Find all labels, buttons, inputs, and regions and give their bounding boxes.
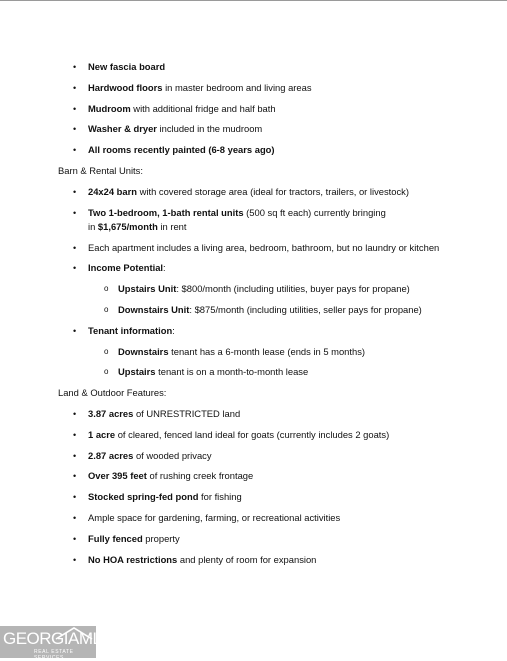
bullet-marker: • bbox=[73, 451, 77, 461]
sub-list-item: Upstairs tenant is on a month-to-month lease bbox=[118, 366, 309, 377]
list-item: Stocked spring-fed pond for fishing bbox=[88, 491, 242, 502]
logo-wordmark: GEORGIAMLS bbox=[3, 629, 113, 648]
list-item: Mudroom with additional fridge and half bath bbox=[88, 103, 276, 114]
bullet-marker: • bbox=[73, 326, 77, 336]
list-item: Tenant information: bbox=[88, 325, 175, 336]
sub-list-item: Downstairs tenant has a 6-month lease (ends in 5 months) bbox=[118, 346, 366, 357]
list-item: 3.87 acres of UNRESTRICTED land bbox=[88, 408, 241, 419]
bullet-marker: • bbox=[73, 187, 77, 197]
sub-list-item: Downstairs Unit: $875/month (including utilities, seller pays for propane) bbox=[118, 304, 422, 315]
bullet-marker: • bbox=[73, 471, 77, 481]
list-item: All rooms recently painted (6-8 years ago) bbox=[88, 144, 275, 155]
list-item: Each apartment includes a living area, bedroom, bathroom, but no laundry or kitchen bbox=[88, 242, 440, 253]
list-item: Two 1-bedroom, 1-bath rental units (500 sq ft each) currently bringing bbox=[88, 207, 386, 218]
section-heading-land: Land & Outdoor Features: bbox=[58, 387, 167, 398]
list-item: Washer & dryer included in the mudroom bbox=[88, 123, 263, 134]
sub-bullet-marker: o bbox=[104, 305, 109, 314]
list-item: Over 395 feet of rushing creek frontage bbox=[88, 470, 254, 481]
bullet-marker: • bbox=[73, 83, 77, 93]
list-item-continuation: in $1,675/month in rent bbox=[88, 221, 187, 232]
list-item: Hardwood floors in master bedroom and living areas bbox=[88, 82, 312, 93]
list-item: Fully fenced property bbox=[88, 533, 180, 544]
bullet-marker: • bbox=[73, 513, 77, 523]
list-item: Income Potential: bbox=[88, 262, 166, 273]
bullet-marker: • bbox=[73, 104, 77, 114]
bullet-marker: • bbox=[73, 555, 77, 565]
list-item: 24x24 barn with covered storage area (ideal for tractors, trailers, or livestock) bbox=[88, 186, 409, 197]
sub-list-item: Upstairs Unit: $800/month (including utilities, buyer pays for propane) bbox=[118, 283, 410, 294]
list-item: New fascia board bbox=[88, 61, 166, 72]
sub-bullet-marker: o bbox=[104, 284, 109, 293]
list-item: Ample space for gardening, farming, or recreational activities bbox=[88, 512, 341, 523]
bullet-marker: • bbox=[73, 263, 77, 273]
bullet-marker: • bbox=[73, 145, 77, 155]
section-heading-barn: Barn & Rental Units: bbox=[58, 165, 143, 176]
bullet-marker: • bbox=[73, 124, 77, 134]
list-item: No HOA restrictions and plenty of room for expansion bbox=[88, 554, 317, 565]
bullet-marker: • bbox=[73, 492, 77, 502]
bullet-marker: • bbox=[73, 534, 77, 544]
list-item: 2.87 acres of wooded privacy bbox=[88, 450, 212, 461]
bullet-marker: • bbox=[73, 409, 77, 419]
bullet-marker: • bbox=[73, 62, 77, 72]
bullet-marker: • bbox=[73, 430, 77, 440]
georgia-mls-logo bbox=[0, 626, 113, 661]
sub-bullet-marker: o bbox=[104, 347, 109, 356]
bullet-marker: • bbox=[73, 243, 77, 253]
list-item: 1 acre of cleared, fenced land ideal for goats (currently includes 2 goats) bbox=[88, 429, 390, 440]
logo-tagline: REAL ESTATE SERVICES bbox=[34, 649, 74, 661]
sub-bullet-marker: o bbox=[104, 367, 109, 376]
bullet-marker: • bbox=[73, 208, 77, 218]
